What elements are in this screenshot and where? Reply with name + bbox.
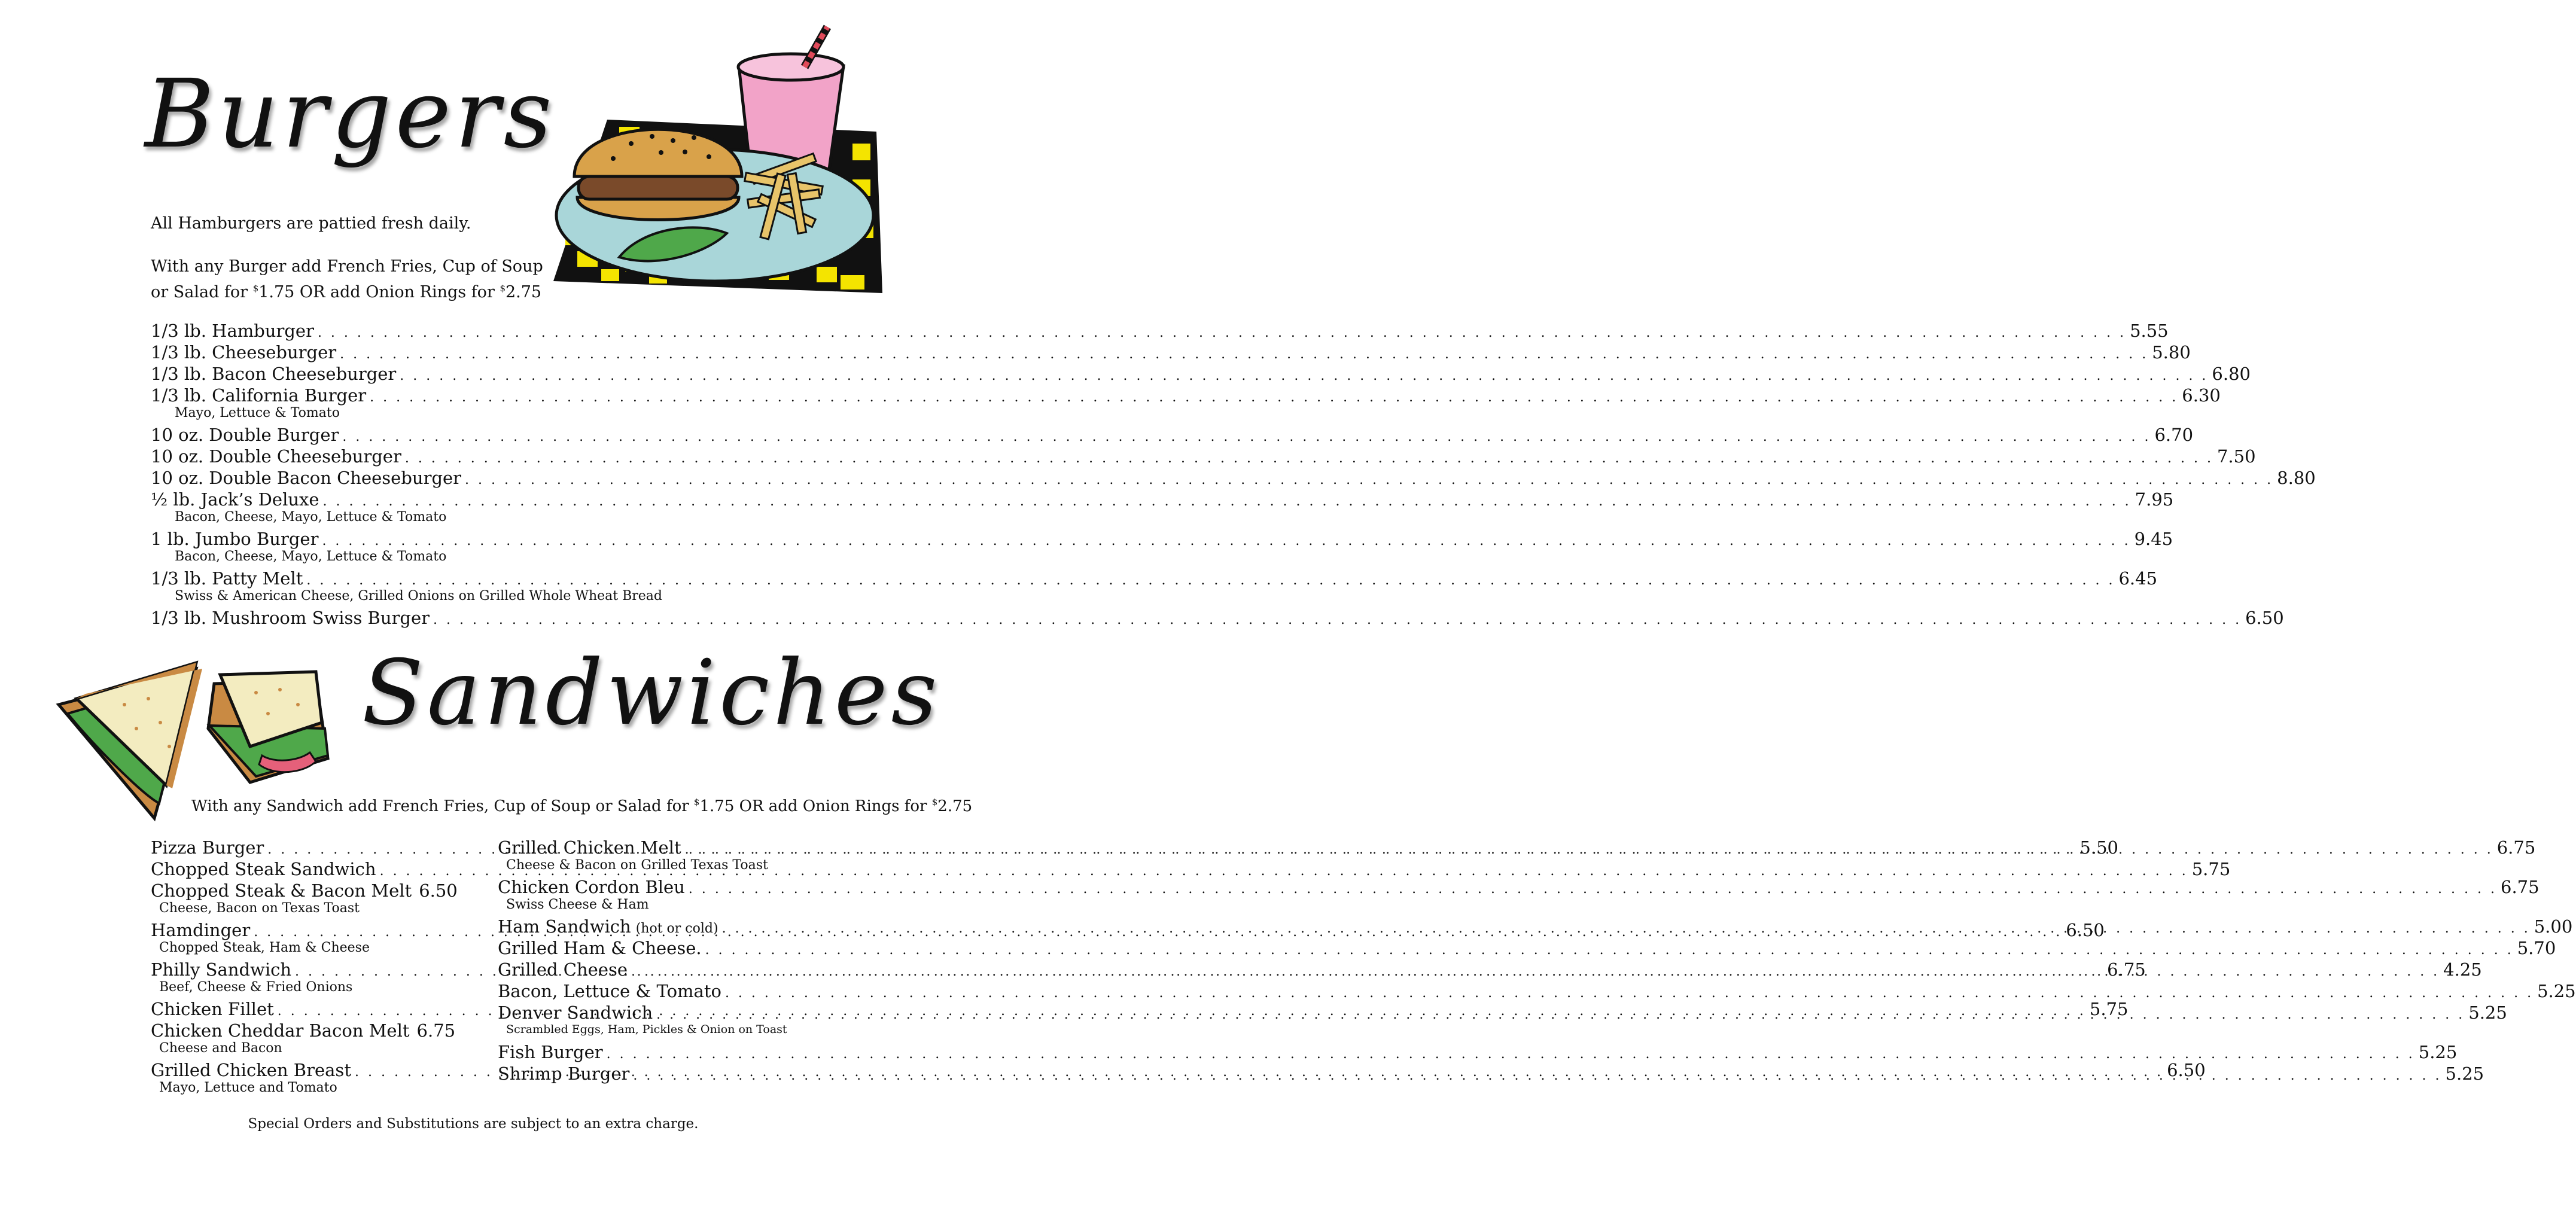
menu-item-description: Beef, Cheese & Fried Onions	[159, 980, 353, 995]
menu-item-price: 6.70	[2154, 425, 2194, 445]
menu-item-name: Chicken Fillet	[151, 999, 274, 1019]
dot-leader	[340, 347, 2148, 362]
menu-item-price: 6.45	[2118, 568, 2158, 589]
dot-leader	[400, 368, 2208, 383]
menu-item-price: 7.95	[2135, 489, 2174, 510]
dot-leader	[656, 1007, 2465, 1022]
menu-item	[498, 1042, 2458, 1062]
menu-item	[151, 489, 2174, 510]
dot-leader	[633, 1068, 2441, 1083]
dot-leader	[323, 494, 2132, 509]
burgers-addon-line1: With any Burger add French Fries, Cup of Soup	[151, 257, 543, 276]
menu-item	[151, 880, 458, 901]
menu-item-description: Chopped Steak, Ham & Cheese	[159, 940, 370, 955]
menu-item-name: Chopped Steak & Bacon Melt	[151, 880, 412, 901]
menu-item-description: Bacon, Cheese, Mayo, Lettuce & Tomato	[175, 549, 447, 564]
menu-item-price: 5.25	[2445, 1064, 2484, 1084]
dot-leader	[318, 325, 2126, 340]
menu-item-price: 5.55	[2130, 321, 2169, 341]
sandwiches-title: Sandwiches	[362, 641, 941, 745]
menu-item-price: 6.50	[419, 880, 458, 901]
menu-item-description: Scrambled Eggs, Ham, Pickles & Onion on Toast	[506, 1023, 787, 1036]
menu-item	[151, 425, 2194, 445]
menu-item-price: 5.50	[2079, 837, 2118, 858]
menu-item-name: Grilled Chicken Melt	[498, 837, 681, 858]
dot-leader	[342, 429, 2151, 444]
menu-item	[151, 608, 2284, 628]
menu-item-price: 6.75	[2107, 959, 2146, 980]
menu-item-description: Swiss & American Cheese, Grilled Onions on Grilled Whole Wheat Bread	[175, 589, 663, 604]
menu-item	[498, 877, 2540, 897]
menu-item-description: Mayo, Lettuce & Tomato	[175, 406, 340, 420]
menu-item	[498, 981, 2576, 1001]
menu-item-price: 5.25	[2537, 981, 2576, 1001]
menu-item	[151, 446, 2256, 467]
menu-item-name: 10 oz. Double Bacon Cheeseburger	[151, 468, 462, 488]
menu-item-name: 1/3 lb. California Burger	[151, 385, 367, 406]
menu-item-name: 1 lb. Jumbo Burger	[151, 529, 319, 549]
dot-leader	[631, 964, 2440, 979]
menu-item-price: 5.70	[2517, 938, 2556, 958]
menu-item-name: Chicken Cheddar Bacon Melt	[151, 1020, 410, 1041]
footer-note: Special Orders and Substitutions are subject to an extra charge.	[248, 1116, 699, 1132]
menu-item-name: 10 oz. Double Cheeseburger	[151, 446, 401, 467]
dot-leader	[725, 986, 2534, 1001]
menu-item-price: 5.25	[2418, 1042, 2458, 1062]
menu-item-name: Denver Sandwich	[498, 1002, 653, 1023]
menu-item	[151, 468, 2316, 488]
menu-item-description: Cheese and Bacon	[159, 1041, 282, 1056]
menu-item-name: Grilled Chicken Breast	[151, 1060, 351, 1080]
menu-item-price: 6.75	[2496, 837, 2536, 858]
dot-leader	[722, 921, 2531, 936]
menu-item-name: Philly Sandwich	[151, 959, 292, 980]
menu-item-price: 5.80	[2152, 342, 2191, 362]
menu-item-price: 6.80	[2212, 364, 2251, 384]
menu-item-name: Chopped Steak Sandwich	[151, 859, 376, 879]
menu-item-name: Ham Sandwich	[498, 916, 631, 937]
menu-item-name: Grilled Ham & Cheese.	[498, 938, 702, 958]
menu-item-name: 1/3 lb. Bacon Cheeseburger	[151, 364, 397, 384]
menu-item-price: 6.50	[2167, 1060, 2206, 1080]
menu-item-price: 5.00	[2534, 916, 2573, 937]
menu-item-name: Chicken Cordon Bleu	[498, 877, 685, 897]
menu-item-note: (hot or cold)	[635, 921, 718, 936]
dot-leader	[705, 943, 2514, 958]
dot-leader	[685, 842, 2493, 857]
menu-item-name: Fish Burger	[498, 1042, 603, 1062]
menu-item-name: Bacon, Lettuce & Tomato	[498, 981, 721, 1001]
menu-item-name: Hamdinger	[151, 920, 251, 940]
dot-leader	[322, 534, 2130, 548]
dot-leader	[370, 390, 2178, 405]
menu-item	[498, 938, 2556, 958]
menu-item-name: 1/3 lb. Cheeseburger	[151, 342, 337, 362]
burgers-addon-line2: or Salad for $1.75 OR add Onion Rings for $2.75	[151, 283, 542, 301]
menu-item-name: 1/3 lb. Patty Melt	[151, 568, 303, 589]
menu-item-price: 6.50	[2245, 608, 2284, 628]
menu-item-price: 9.45	[2134, 529, 2173, 549]
menu-item-description: Cheese & Bacon on Grilled Texas Toast	[506, 858, 768, 873]
sandwiches-addon-note: With any Sandwich add French Fries, Cup of Soup or Salad for $1.75 OR add Onion Rings for $2.75	[191, 797, 973, 815]
menu-item-description: Swiss Cheese & Ham	[506, 897, 649, 912]
menu-item-description: Bacon, Cheese, Mayo, Lettuce & Tomato	[175, 510, 447, 525]
menu-item-price: 6.75	[416, 1020, 456, 1041]
dot-leader	[689, 882, 2497, 897]
menu-item-name: 1/3 lb. Mushroom Swiss Burger	[151, 608, 430, 628]
menu-item	[151, 568, 2158, 589]
dot-leader	[306, 573, 2115, 588]
menu-item-name: 1/3 lb. Hamburger	[151, 321, 314, 341]
menu-item-description: Cheese, Bacon on Texas Toast	[159, 901, 360, 916]
menu-item-name: 10 oz. Double Burger	[151, 425, 339, 445]
burgers-title: Burgers	[145, 59, 556, 169]
burger-meal-illustration	[541, 24, 888, 305]
dot-leader	[433, 612, 2242, 627]
menu-item	[151, 529, 2173, 549]
menu-item-price: 8.80	[2277, 468, 2316, 488]
menu-item-price: 6.30	[2182, 385, 2221, 406]
menu-item-price: 4.25	[2443, 959, 2482, 980]
menu-item-price: 5.75	[2089, 999, 2129, 1019]
menu-item-name: Shrimp Burger	[498, 1064, 630, 1084]
dot-leader	[607, 1047, 2415, 1062]
menu-item-name: ½ lb. Jack’s Deluxe	[151, 489, 319, 510]
menu-item-price: 5.75	[2191, 859, 2231, 879]
burgers-intro: All Hamburgers are pattied fresh daily.	[151, 214, 471, 233]
menu-item	[151, 1020, 456, 1041]
menu-item-price: 7.50	[2216, 446, 2256, 467]
menu-item-price: 6.75	[2501, 877, 2540, 897]
menu-item-price: 6.50	[2066, 920, 2105, 940]
menu-item-price: 5.25	[2468, 1002, 2507, 1023]
menu-item	[151, 385, 2221, 406]
menu-item-description: Mayo, Lettuce and Tomato	[159, 1080, 337, 1095]
menu-item	[151, 364, 2251, 384]
menu-item-name: Grilled Cheese	[498, 959, 628, 980]
dot-leader	[405, 451, 2213, 466]
menu-item-name: Pizza Burger	[151, 837, 264, 858]
dot-leader	[465, 473, 2273, 487]
menu-item	[151, 321, 2169, 341]
menu-item	[151, 342, 2191, 362]
